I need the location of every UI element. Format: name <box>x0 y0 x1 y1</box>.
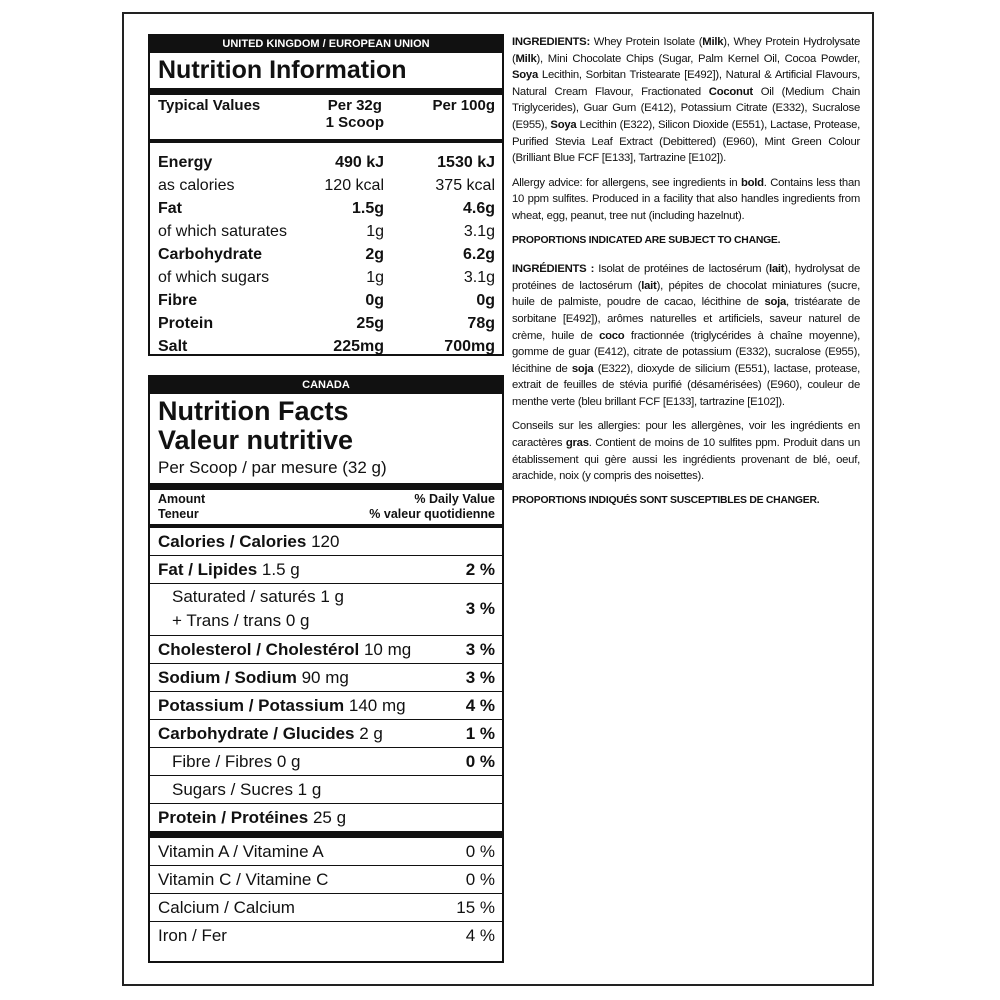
uk-row-serving: 120 kcal <box>324 177 384 194</box>
ca-row-fat <box>150 556 502 584</box>
ca-fat-dv: 2 % <box>465 560 495 579</box>
ca-potassium-dv: 4 % <box>465 696 495 715</box>
uk-row-label: as calories <box>158 177 235 194</box>
ca-dv-fr: % valeur quotidienne <box>369 507 495 521</box>
uk-row-label: of which sugars <box>158 269 270 286</box>
uk-row-per100: 1530 kJ <box>437 154 495 171</box>
proportions-notice-en: PROPORTIONS INDICATED ARE SUBJECT TO CHANGE. <box>512 234 781 246</box>
ca-sodium-label: Sodium / Sodium <box>158 668 297 687</box>
uk-row-per100: 0g <box>476 292 495 309</box>
uk-row <box>150 197 502 220</box>
ca-potassium-label: Potassium / Potassium <box>158 696 345 715</box>
ca-vitamins <box>150 838 502 949</box>
uk-row-per100: 6.2g <box>462 246 495 263</box>
uk-row-label: Energy <box>158 154 213 171</box>
uk-row-per100: 78g <box>467 315 495 332</box>
ca-potassium-value: 140 mg <box>348 696 406 715</box>
uk-row <box>150 312 502 335</box>
ca-chol-value: 10 mg <box>363 640 412 659</box>
ca-amount-header <box>150 490 502 528</box>
ca-carb-label: Carbohydrate / Glucides <box>158 724 355 743</box>
uk-header-row <box>150 95 502 143</box>
uk-region-bar: UNITED KINGDOM / EUROPEAN UNION <box>150 36 502 53</box>
ca-row-calories <box>150 528 502 556</box>
uk-row <box>150 220 502 243</box>
ca-fat-label: Fat / Lipides <box>158 560 258 579</box>
ca-vitamin-dv: 0 % <box>465 842 495 861</box>
uk-row <box>150 151 502 174</box>
uk-col-serving-2: 1 Scoop <box>325 114 384 131</box>
canada-nutrition-panel <box>148 375 504 963</box>
uk-row-per100: 3.1g <box>463 269 495 286</box>
ca-carb-dv: 1 % <box>465 724 495 743</box>
ca-vitamin-dv: 4 % <box>465 926 495 945</box>
uk-row-serving: 1.5g <box>351 200 384 217</box>
uk-row-serving: 0g <box>365 292 384 309</box>
ca-vitamin-label: Vitamin A / Vitamine A <box>158 842 324 861</box>
ca-vitamin-label: Calcium / Calcium <box>158 898 295 917</box>
uk-row <box>150 266 502 289</box>
ca-dv-en: % Daily Value <box>414 492 495 506</box>
proportions-notice-fr: PROPORTIONS INDIQUÉS SONT SUSCEPTIBLES DE CHANGER. <box>512 494 820 506</box>
ca-vitamin-row <box>150 894 502 922</box>
ca-calories-label: Calories / Calories <box>158 532 307 551</box>
ca-row-carbohydrate <box>150 720 502 748</box>
uk-row-serving: 1g <box>366 269 384 286</box>
uk-row-label: Salt <box>158 338 188 355</box>
ca-sodium-value: 90 mg <box>301 668 349 687</box>
uk-row <box>150 289 502 312</box>
ca-title-en: Nutrition Facts <box>158 396 349 426</box>
uk-col-label: Typical Values <box>158 97 261 114</box>
uk-row <box>150 174 502 197</box>
ca-title-fr: Valeur nutritive <box>158 425 354 455</box>
uk-row-per100: 3.1g <box>463 223 495 240</box>
uk-row-serving: 2g <box>365 246 384 263</box>
uk-row-label: Protein <box>158 315 214 332</box>
ca-vitamin-label: Vitamin C / Vitamine C <box>158 870 329 889</box>
uk-row-serving: 490 kJ <box>335 154 384 171</box>
ca-fibre-label: Fibre / Fibres 0 g <box>172 752 301 771</box>
ca-row-fibre <box>150 748 502 776</box>
ca-sugars-label: Sugars / Sucres 1 g <box>172 780 322 799</box>
ca-amount-en: Amount <box>158 492 206 506</box>
uk-nutrition-panel <box>148 34 504 356</box>
uk-col-serving-1: Per 32g <box>327 97 382 114</box>
uk-row-per100: 375 kcal <box>435 177 495 194</box>
uk-row-label: of which saturates <box>158 223 287 240</box>
ingredients-en: INGREDIENTS: Whey Protein Isolate (Milk), Whey Protein Hydrolysate (Milk), Mini Chocolate Chips (Sugar, Palm Kernel Oil, Cocoa Powder, Soya Lecithin, Sorbitan Tristearate [E492]), Natural & Artificial Flavours, Natural Cream Flavour, Fractionated Coconut Oil (Medium Chain Triglycerides), Guar Gum (E412), Potassium Citrate (E332), Sucralose (E955), Soya Lecithin (E322), Silicon Dioxide (E551), Lactase, Protease, Purified Stevia Leaf Extract (Debittered) (E960), Mint Green Colour (Brilliant Blue FCF [E133], Tartrazine [E102]). <box>512 36 861 165</box>
ingredients-fr: INGRÉDIENTS : Isolat de protéines de lactosérum (lait), hydrolysat de protéines de lactosérum (lait), pépites de chocolat miniatures (sucre, huile de palmiste, poudre de cacao, lécithine de soja, tristéarate de sorbitane [E492]), arômes naturelles et artificiels, saveur naturel de crème, huile de coco fractionnée (triglycérides à chaîne moyenne), gomme de guar (E412), citrate de potassium (E332), sucralose (E955), lécithine de soja (E322), dioxyde de silicium (E551), lactase, protease, extrait de feuilles de stévia purifié (désamérisées) (E960), couleur de menthe verte (bleu brillant FCF [E133], tartrazine [E102]). <box>512 263 861 408</box>
allergy-advice-en: Allergy advice: for allergens, see ingredients in bold. Contains less than 10 ppm sulfites. Produced in a facility that also handles ingredients from wheat, egg, peanut, tree nut (including hazelnut). <box>512 176 861 222</box>
uk-rows <box>150 151 502 358</box>
ca-vitamin-row <box>150 838 502 866</box>
ca-region-bar: CANADA <box>150 377 502 394</box>
ca-sodium-dv: 3 % <box>465 668 495 687</box>
allergy-advice-fr: Conseils sur les allergies: pour les allergènes, voir les ingrédients en caractères gras. Contient de moins de 10 sulfites ppm. Produit dans un établissement qui gère aussi les ingrédients provenant de blé, oeuf, arachide, noix (y compris des noisettes). <box>512 420 860 483</box>
uk-row-serving: 225mg <box>333 338 384 355</box>
uk-row-label: Carbohydrate <box>158 246 263 263</box>
ca-serving-size: Per Scoop / par mesure (32 g) <box>150 455 502 490</box>
ca-vitamin-dv: 15 % <box>456 898 495 917</box>
uk-row-serving: 1g <box>366 223 384 240</box>
ca-title <box>150 394 502 455</box>
ca-row-sugars <box>150 776 502 804</box>
ca-vitamin-row <box>150 866 502 894</box>
uk-row-serving: 25g <box>356 315 384 332</box>
ca-chol-label: Cholesterol / Cholestérol <box>158 640 360 659</box>
uk-col-serving <box>326 97 384 131</box>
ca-calories-value: 120 <box>311 532 340 551</box>
uk-row <box>150 335 502 358</box>
uk-row-per100: 4.6g <box>462 200 495 217</box>
ca-trans-label: + Trans / trans 0 g <box>172 611 310 630</box>
ca-protein-value: 25 g <box>312 808 347 827</box>
ca-vitamin-label: Iron / Fer <box>158 926 227 945</box>
ca-row-potassium <box>150 692 502 720</box>
ca-row-sodium <box>150 664 502 692</box>
ca-amount-fr: Teneur <box>158 507 199 521</box>
ingredients-column <box>512 34 860 521</box>
ca-vitamin-row <box>150 922 502 949</box>
uk-row-per100: 700mg <box>444 338 495 355</box>
ca-chol-dv: 3 % <box>465 640 495 659</box>
ca-saturated-label: Saturated / saturés 1 g <box>172 587 344 606</box>
uk-col-100g: Per 100g <box>432 97 495 114</box>
ca-saturated-dv: 3 % <box>465 599 495 618</box>
uk-row-label: Fibre <box>158 292 198 309</box>
ca-row-saturated-trans <box>150 584 502 636</box>
uk-row-label: Fat <box>158 200 182 217</box>
ca-fat-value: 1.5 g <box>261 560 300 579</box>
ca-fibre-dv: 0 % <box>465 752 495 771</box>
ca-carb-value: 2 g <box>359 724 383 743</box>
uk-row <box>150 243 502 266</box>
ca-row-cholesterol <box>150 636 502 664</box>
ca-protein-label: Protein / Protéines <box>158 808 309 827</box>
uk-title: Nutrition Information <box>150 53 502 95</box>
ca-vitamin-dv: 0 % <box>465 870 495 889</box>
ca-row-protein <box>150 804 502 838</box>
